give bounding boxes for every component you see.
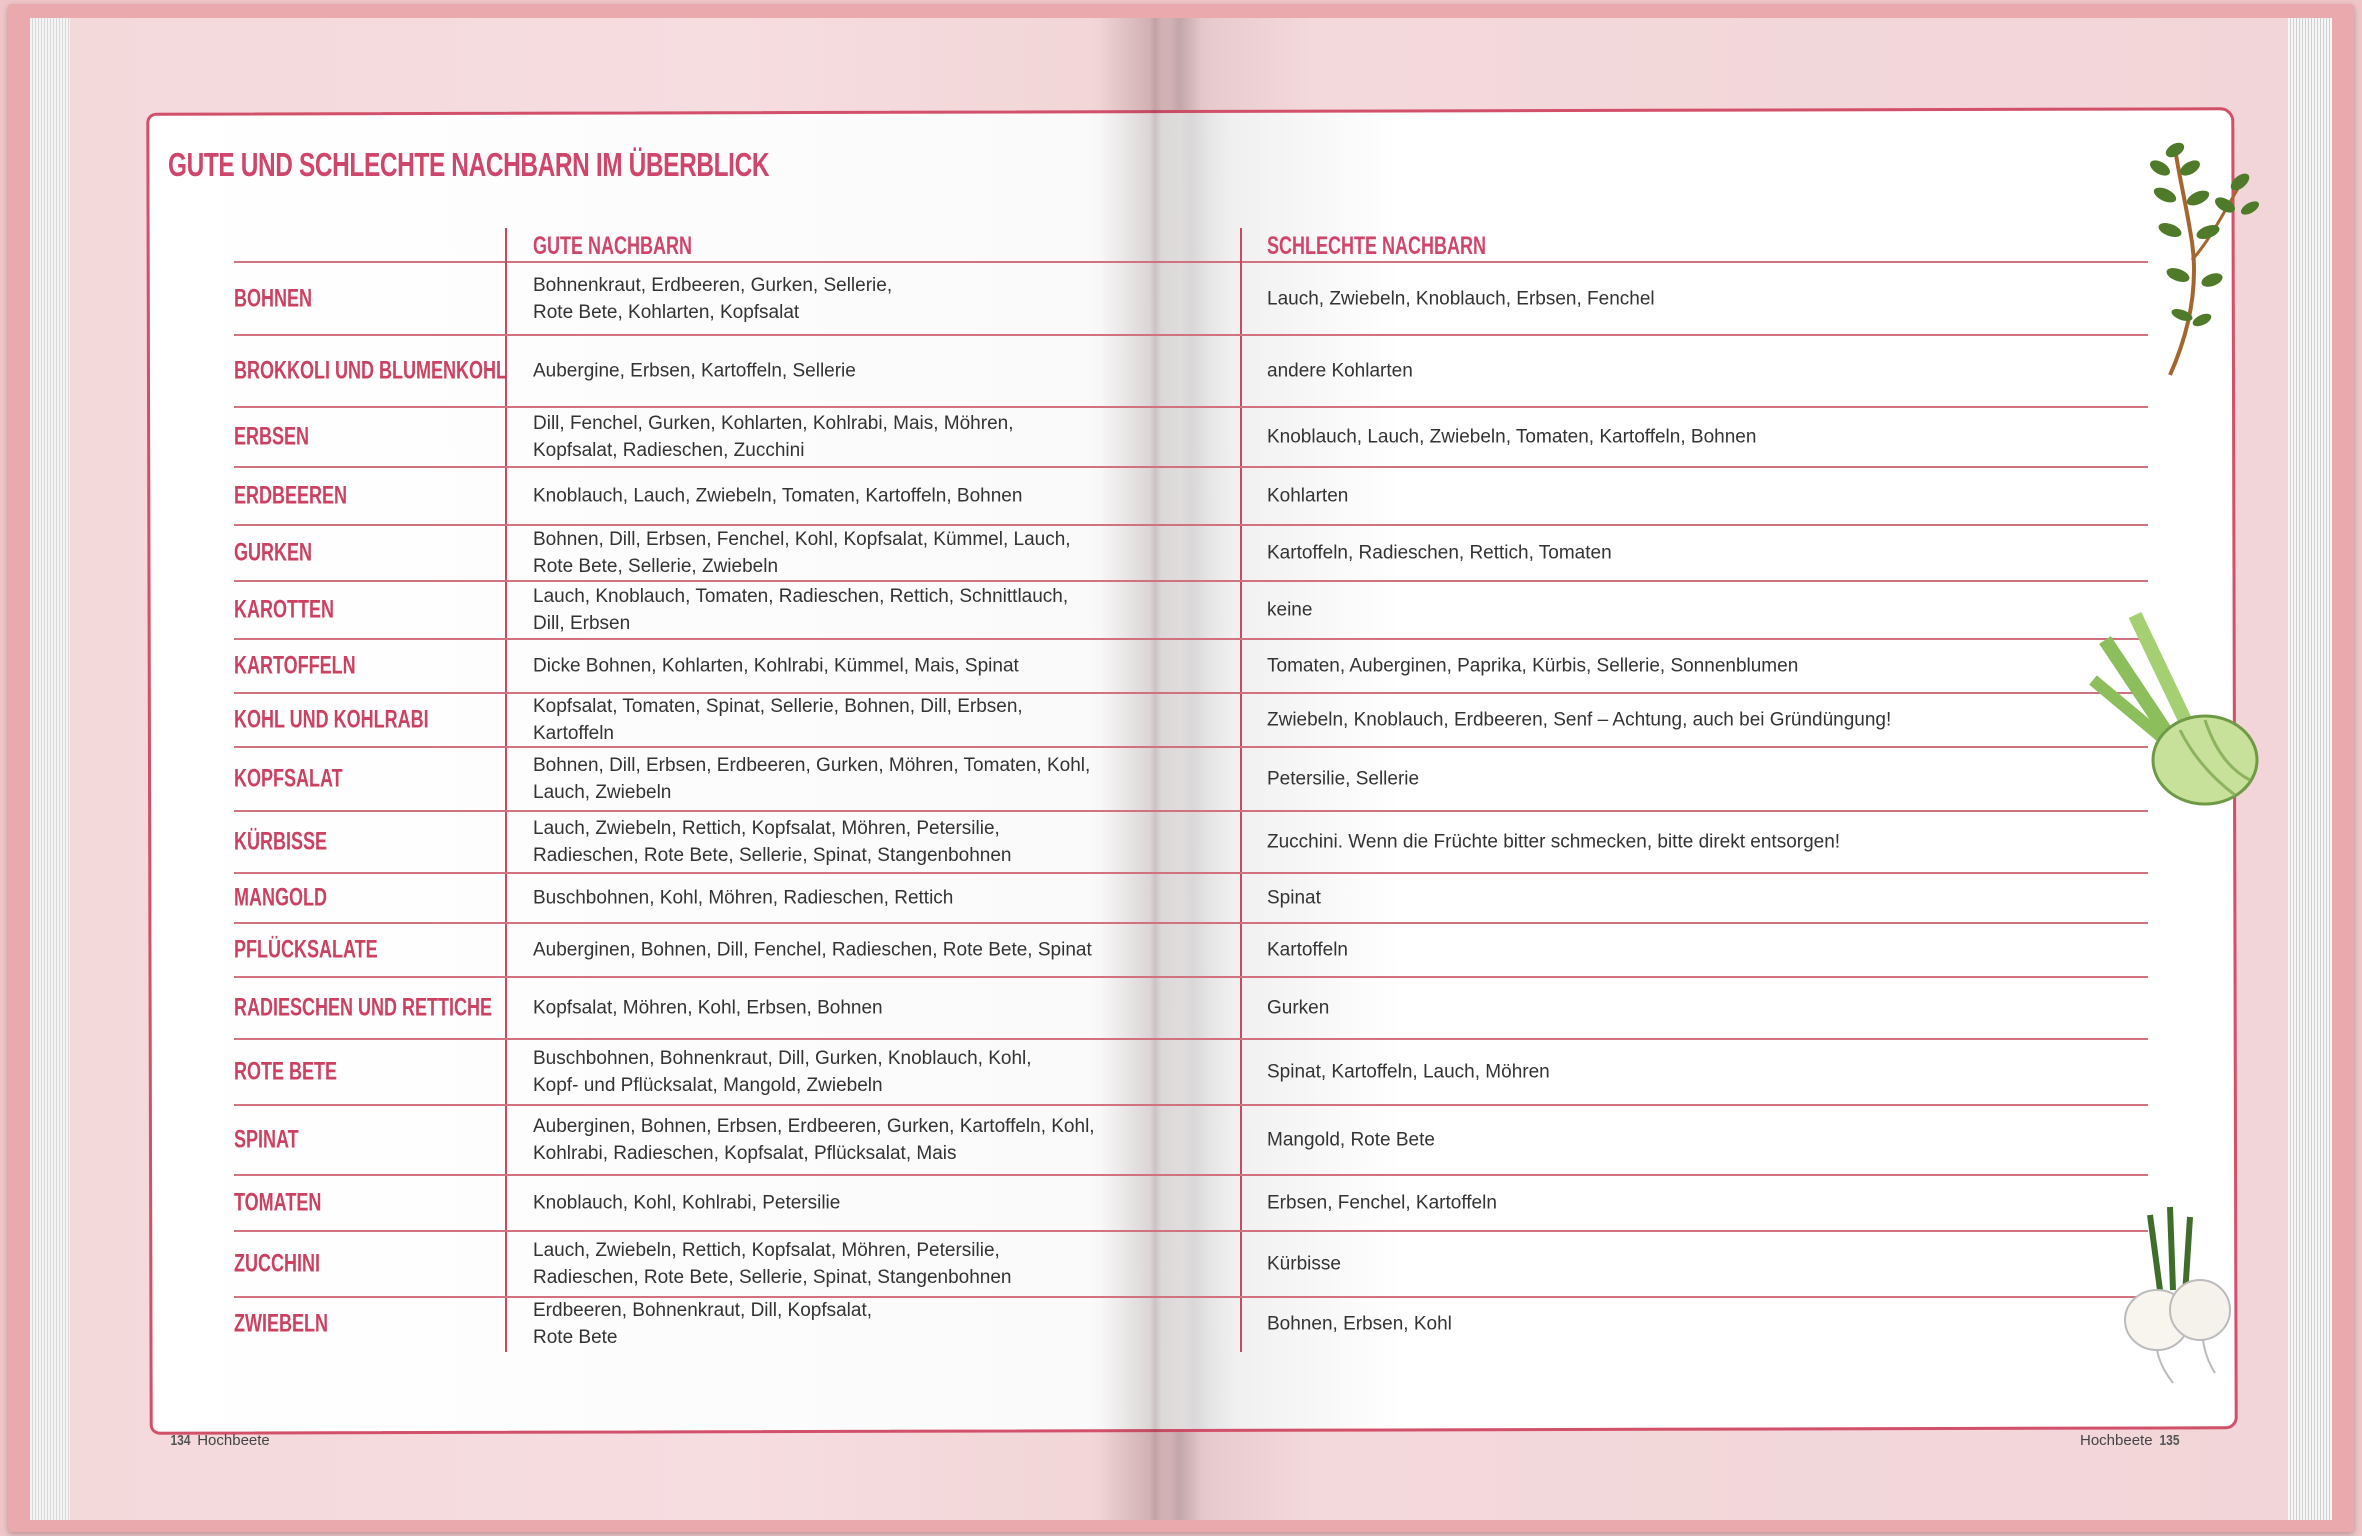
row-plant-name: RADIESCHEN UND RETTICHE xyxy=(234,993,493,1022)
row-good-neighbors: Bohnen, Dill, Erbsen, Erdbeeren, Gurken, Möhren, Tomaten, Kohl, Lauch, Zwiebeln xyxy=(533,755,1091,803)
row-plant-name: MANGOLD xyxy=(234,883,327,912)
row-good-neighbors: Knoblauch, Lauch, Zwiebeln, Tomaten, Kartoffeln, Bohnen xyxy=(533,485,1023,507)
row-good-neighbors: Aubergine, Erbsen, Kartoffeln, Sellerie xyxy=(533,360,856,382)
table-row xyxy=(234,1232,2148,1298)
table-row xyxy=(234,1298,2148,1350)
row-plant-name: PFLÜCKSALATE xyxy=(234,935,378,964)
table-row xyxy=(234,694,2148,748)
row-bad-neighbors: andere Kohlarten xyxy=(1267,360,1413,382)
fennel-illustration xyxy=(2085,610,2260,810)
right-page-number: 135 xyxy=(2159,1432,2180,1449)
row-bad-neighbors: Bohnen, Erbsen, Kohl xyxy=(1267,1313,1452,1335)
row-plant-name: ROTE BETE xyxy=(234,1057,338,1086)
row-plant-name: ERBSEN xyxy=(234,422,310,451)
row-bad-neighbors: Mangold, Rote Bete xyxy=(1267,1129,1435,1151)
row-good-neighbors: Buschbohnen, Kohl, Möhren, Radieschen, Rettich xyxy=(533,887,954,909)
left-page-number: 134 xyxy=(170,1432,191,1449)
row-bad-neighbors: Zwiebeln, Knoblauch, Erdbeeren, Senf – Achtung, auch bei Gründüngung! xyxy=(1267,709,1892,731)
row-good-neighbors: Erdbeeren, Bohnenkraut, Dill, Kopfsalat, Rote Bete xyxy=(533,1300,873,1348)
row-good-neighbors: Lauch, Zwiebeln, Rettich, Kopfsalat, Möhren, Petersilie, Radieschen, Rote Bete, Sellerie, Spinat, Stangenbohnen xyxy=(533,818,1012,866)
footer-right xyxy=(2080,1432,2182,1449)
radish-illustration xyxy=(2115,1205,2240,1385)
row-bad-neighbors: Kartoffeln, Radieschen, Rettich, Tomaten xyxy=(1267,542,1612,564)
header-bad-neighbors: SCHLECHTE NACHBARN xyxy=(1267,232,1487,260)
row-good-neighbors: Lauch, Zwiebeln, Rettich, Kopfsalat, Möhren, Petersilie, Radieschen, Rote Bete, Sellerie, Spinat, Stangenbohnen xyxy=(533,1240,1012,1288)
row-plant-name: KOPFSALAT xyxy=(234,764,343,793)
table-row xyxy=(234,1176,2148,1232)
row-bad-neighbors: Gurken xyxy=(1267,997,1330,1019)
row-good-neighbors: Bohnenkraut, Erdbeeren, Gurken, Sellerie, Rote Bete, Kohlarten, Kopfsalat xyxy=(533,275,893,323)
table-row xyxy=(234,468,2148,526)
row-good-neighbors: Dill, Fenchel, Gurken, Kohlarten, Kohlrabi, Mais, Möhren, Kopfsalat, Radieschen, Zucchini xyxy=(533,413,1014,461)
row-plant-name: ZUCCHINI xyxy=(234,1249,320,1278)
row-plant-name: SPINAT xyxy=(234,1125,299,1154)
row-good-neighbors: Kopfsalat, Tomaten, Spinat, Sellerie, Bohnen, Dill, Erbsen, Kartoffeln xyxy=(533,696,1023,744)
row-plant-name: KÜRBISSE xyxy=(234,827,328,856)
table-row xyxy=(234,812,2148,874)
table-row xyxy=(234,1040,2148,1106)
header-rule xyxy=(234,261,2148,263)
row-bad-neighbors: Spinat xyxy=(1267,887,1321,909)
row-bad-neighbors: Petersilie, Sellerie xyxy=(1267,768,1420,790)
table-row xyxy=(234,336,2148,408)
row-bad-neighbors: Knoblauch, Lauch, Zwiebeln, Tomaten, Kartoffeln, Bohnen xyxy=(1267,426,1757,448)
table-row xyxy=(234,924,2148,978)
row-good-neighbors: Buschbohnen, Bohnenkraut, Dill, Gurken, Knoblauch, Kohl, Kopf- und Pflücksalat, Mangold, Zwiebeln xyxy=(533,1048,1032,1096)
page-title: GUTE UND SCHLECHTE NACHBARN IM ÜBERBLICK xyxy=(168,146,770,183)
header-good-neighbors: GUTE NACHBARN xyxy=(533,232,692,260)
table-row xyxy=(234,1106,2148,1176)
table-row xyxy=(234,748,2148,812)
herb-sprig-illustration xyxy=(2130,140,2270,380)
row-bad-neighbors: Kürbisse xyxy=(1267,1253,1341,1275)
left-section-label: Hochbeete xyxy=(197,1432,270,1449)
row-plant-name: ERDBEEREN xyxy=(234,481,348,510)
row-bad-neighbors: Tomaten, Auberginen, Paprika, Kürbis, Sellerie, Sonnenblumen xyxy=(1267,655,1799,677)
row-good-neighbors: Knoblauch, Kohl, Kohlrabi, Petersilie xyxy=(533,1192,841,1214)
footer-left xyxy=(168,1432,270,1449)
row-plant-name: KAROTTEN xyxy=(234,595,335,624)
row-plant-name: BROKKOLI UND BLUMENKOHL xyxy=(234,356,507,385)
row-good-neighbors: Auberginen, Bohnen, Dill, Fenchel, Radieschen, Rote Bete, Spinat xyxy=(533,939,1092,961)
row-good-neighbors: Dicke Bohnen, Kohlarten, Kohlrabi, Kümmel, Mais, Spinat xyxy=(533,655,1019,677)
row-bad-neighbors: Zucchini. Wenn die Früchte bitter schmecken, bitte direkt entsorgen! xyxy=(1267,831,1841,853)
row-plant-name: TOMATEN xyxy=(234,1188,322,1217)
right-section-label: Hochbeete xyxy=(2080,1432,2153,1449)
row-good-neighbors: Kopfsalat, Möhren, Kohl, Erbsen, Bohnen xyxy=(533,997,883,1019)
table-row xyxy=(234,640,2148,694)
row-good-neighbors: Auberginen, Bohnen, Erbsen, Erdbeeren, Gurken, Kartoffeln, Kohl, Kohlrabi, Radieschen, Kopfsalat, Pflücksalat, Mais xyxy=(533,1116,1095,1164)
row-good-neighbors: Lauch, Knoblauch, Tomaten, Radieschen, Rettich, Schnittlauch, Dill, Erbsen xyxy=(533,586,1069,634)
table-row xyxy=(234,264,2148,336)
row-good-neighbors: Bohnen, Dill, Erbsen, Fenchel, Kohl, Kopfsalat, Kümmel, Lauch, Rote Bete, Sellerie, Zwiebeln xyxy=(533,529,1071,577)
row-bad-neighbors: Kohlarten xyxy=(1267,485,1349,507)
row-plant-name: ZWIEBELN xyxy=(234,1309,328,1338)
row-bad-neighbors: keine xyxy=(1267,599,1313,621)
table-row xyxy=(234,978,2148,1040)
row-bad-neighbors: Kartoffeln xyxy=(1267,939,1348,961)
table-row xyxy=(234,526,2148,582)
row-plant-name: GURKEN xyxy=(234,538,313,567)
row-plant-name: KARTOFFELN xyxy=(234,651,356,680)
table-row xyxy=(234,874,2148,924)
row-plant-name: BOHNEN xyxy=(234,284,313,313)
row-plant-name: KOHL UND KOHLRABI xyxy=(234,705,429,734)
row-bad-neighbors: Erbsen, Fenchel, Kartoffeln xyxy=(1267,1192,1497,1214)
row-bad-neighbors: Lauch, Zwiebeln, Knoblauch, Erbsen, Fenchel xyxy=(1267,288,1655,310)
row-bad-neighbors: Spinat, Kartoffeln, Lauch, Möhren xyxy=(1267,1061,1550,1083)
table-row xyxy=(234,582,2148,640)
table-row xyxy=(234,408,2148,468)
